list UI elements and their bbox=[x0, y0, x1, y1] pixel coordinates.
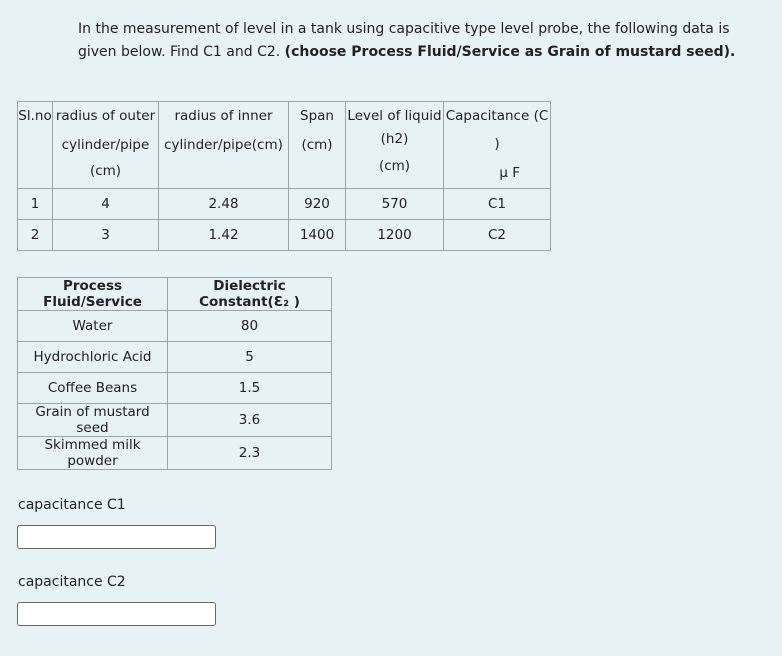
header-fluid: Process Fluid/Service bbox=[18, 278, 168, 311]
table-header-row bbox=[18, 278, 332, 311]
cell: C2 bbox=[444, 220, 551, 251]
cell: 1 bbox=[18, 189, 53, 220]
header-outer-radius bbox=[53, 102, 159, 189]
table-row bbox=[18, 404, 332, 437]
cell: 920 bbox=[289, 189, 346, 220]
header-inner-line2: cylinder/pipe(cm) bbox=[164, 137, 283, 153]
question-instruction: (choose Process Fluid/Service as Grain of mustard seed). bbox=[284, 44, 736, 60]
cell: 3 bbox=[53, 220, 159, 251]
header-level-line1: Level of liquid bbox=[347, 108, 442, 124]
header-slno-text: Sl.no bbox=[18, 108, 52, 124]
data-table bbox=[17, 101, 551, 251]
fluid-name: Water bbox=[18, 311, 168, 342]
header-capacitance bbox=[444, 102, 551, 189]
header-cap-line2: μ F bbox=[499, 165, 520, 181]
header-outer-line3: (cm) bbox=[89, 163, 122, 179]
table-row bbox=[18, 311, 332, 342]
c2-label: capacitance C2 bbox=[18, 574, 126, 590]
fluid-constant: 3.6 bbox=[168, 404, 332, 437]
header-level bbox=[346, 102, 444, 189]
question-text bbox=[78, 18, 758, 64]
header-outer-line1: radius of outer bbox=[55, 108, 156, 124]
fluid-name: Hydrochloric Acid bbox=[18, 342, 168, 373]
fluid-table bbox=[17, 277, 332, 470]
header-span-line2: (cm) bbox=[301, 137, 333, 153]
header-level-line3: (cm) bbox=[378, 158, 411, 174]
header-cap-line1: Capacitance (C ) bbox=[445, 108, 549, 152]
fluid-name: Grain of mustard seed bbox=[18, 404, 168, 437]
cell: 1.42 bbox=[159, 220, 289, 251]
cell: 1200 bbox=[346, 220, 444, 251]
table-row bbox=[18, 189, 551, 220]
header-outer-line2: cylinder/pipe bbox=[61, 137, 150, 153]
cell: 2.48 bbox=[159, 189, 289, 220]
header-span-line1: Span bbox=[300, 108, 334, 124]
header-inner-line1: radius of inner bbox=[174, 108, 273, 124]
fluid-name: Coffee Beans bbox=[18, 373, 168, 404]
cell: C1 bbox=[444, 189, 551, 220]
cell: 2 bbox=[18, 220, 53, 251]
fluid-constant: 1.5 bbox=[168, 373, 332, 404]
header-inner-radius bbox=[159, 102, 289, 189]
header-span bbox=[289, 102, 346, 189]
table-row bbox=[18, 373, 332, 404]
c1-input[interactable] bbox=[17, 525, 216, 549]
question-body: In the measurement of level in a tank using capacitive type level probe, the following data is given below. Find C1 and C2. bbox=[78, 21, 730, 60]
cell: 4 bbox=[53, 189, 159, 220]
table-row bbox=[18, 220, 551, 251]
table-row bbox=[18, 437, 332, 470]
c2-input[interactable] bbox=[17, 602, 216, 626]
fluid-name: Skimmed milk powder bbox=[18, 437, 168, 470]
c1-label: capacitance C1 bbox=[18, 497, 126, 513]
fluid-constant: 2.3 bbox=[168, 437, 332, 470]
table-row bbox=[18, 342, 332, 373]
header-slno bbox=[18, 102, 53, 189]
fluid-constant: 80 bbox=[168, 311, 332, 342]
cell: 1400 bbox=[289, 220, 346, 251]
fluid-constant: 5 bbox=[168, 342, 332, 373]
cell: 570 bbox=[346, 189, 444, 220]
table-header-row bbox=[18, 102, 551, 189]
header-level-line2: (h2) bbox=[380, 131, 409, 147]
header-dielectric: Dielectric Constant(Ɛ₂ ) bbox=[168, 278, 332, 311]
